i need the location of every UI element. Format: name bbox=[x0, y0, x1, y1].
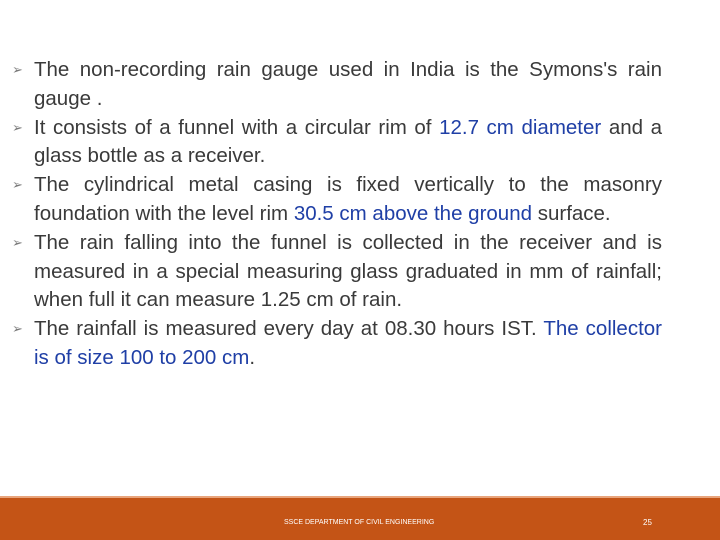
bullet-item bbox=[12, 114, 662, 172]
bullet-text: The rain falling into the funnel is collected in the receiver and is measured in a special measuring glass graduated in mm of rainfall; when full it can measure 1.25 cm of rain. bbox=[34, 230, 662, 312]
bullet-arrow-icon: ➢ bbox=[12, 321, 23, 337]
bullet-item bbox=[12, 229, 662, 315]
bullet-text: The rainfall is measured every day at 08.30 hours IST. bbox=[34, 317, 544, 341]
highlighted-text: 12.7 cm diameter bbox=[439, 115, 602, 139]
bullet-arrow-icon: ➢ bbox=[12, 177, 23, 193]
bullet-text: . bbox=[249, 345, 256, 369]
bullet-text: It consists of a funnel with a circular rim of bbox=[34, 115, 440, 139]
bullet-item bbox=[12, 315, 662, 373]
bullet-arrow-icon: ➢ bbox=[12, 119, 23, 135]
bullet-text: surface. bbox=[532, 201, 611, 225]
highlighted-text: 30.5 cm above the ground bbox=[293, 201, 533, 225]
bullet-item bbox=[12, 56, 662, 114]
bullet-arrow-icon: ➢ bbox=[12, 234, 23, 250]
footer-department-label: SSCE DEPARTMENT OF CIVIL ENGINEERING bbox=[284, 519, 435, 526]
bullet-list bbox=[12, 56, 662, 373]
page-number: 25 bbox=[643, 518, 652, 527]
bullet-arrow-icon: ➢ bbox=[12, 62, 23, 77]
highlighted-text: The collector is of size 100 to 200 cm bbox=[34, 317, 663, 369]
bullet-text: and a glass bottle as a receiver. bbox=[34, 115, 663, 168]
bullet-item bbox=[12, 171, 662, 229]
bullet-text: The cylindrical metal casing is fixed vertically to the masonry foundation with the level rim bbox=[34, 173, 662, 225]
bullet-text: The non-recording rain gauge used in India is the Symons's rain gauge . bbox=[34, 58, 662, 110]
